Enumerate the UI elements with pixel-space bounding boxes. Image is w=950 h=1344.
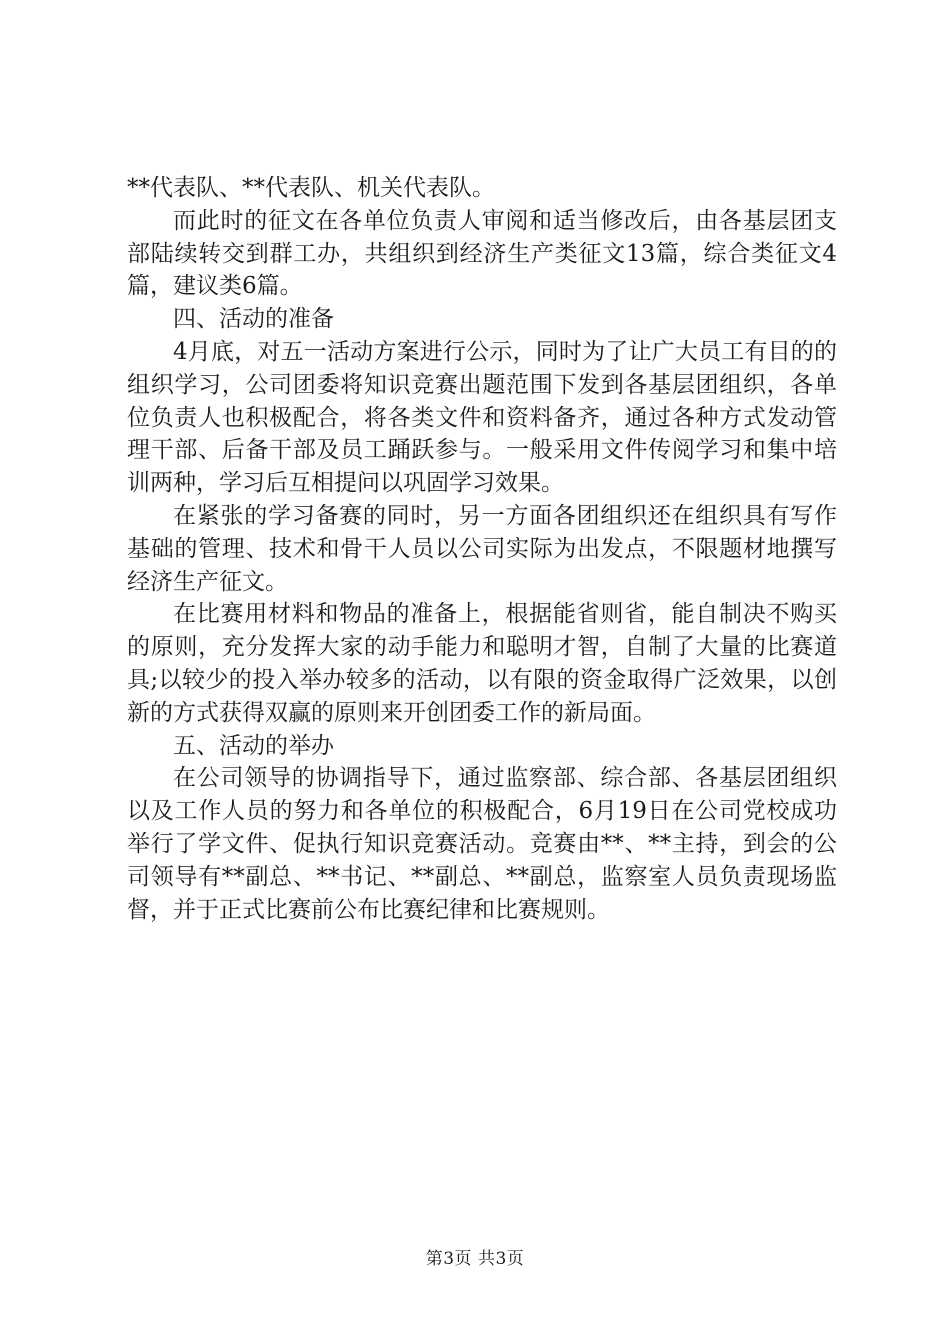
document-body [127, 172, 837, 926]
page-number-footer: 第3页 共3页 [425, 1249, 525, 1269]
paragraph-holding-event: 在公司领导的协调指导下，通过监察部、综合部、各基层团组织以及工作人员的努力和各单位的积极配合，6月19日在公司党校成功举行了学文件、促执行知识竞赛活动。竞赛由**、**主持，到会的公司领导有**副总、**书记、**副总、**副总，监察室人员负责现场监督，并于正式比赛前公布比赛纪律和比赛规则。 [127, 765, 837, 923]
paragraph-preparation-publicity: 4月底，对五一活动方案进行公示，同时为了让广大员工有目的的组织学习，公司团委将知识竞赛出题范围下发到各基层团组织，各单位负责人也积极配合，将各类文件和资料备齐，通过各种方式发动管理干部、后备干部及员工踊跃参与。一般采用文件传阅学习和集中培训两种，学习后互相提问以巩固学习效果。 [127, 338, 837, 497]
section-heading-preparation: 四、活动的准备 [173, 306, 334, 333]
paragraph-continuation: **代表队、**代表队、机关代表队。 [127, 175, 495, 201]
section-heading-holding: 五、活动的举办 [173, 732, 334, 759]
paragraph-preparation-materials: 在比赛用材料和物品的准备上，根据能省则省，能自制决不购买的原则，充分发挥大家的动手能力和聪明才智，自制了大量的比赛道具;以较少的投入举办较多的活动，以有限的资金取得广泛效果，以创新的方式获得双赢的原则来开创团委工作的新局面。 [127, 601, 837, 726]
paragraph-essay-summary: 而此时的征文在各单位负责人审阅和适当修改后，由各基层团支部陆续转交到群工办，共组织到经济生产类征文13篇，综合类征文4篇，建议类6篇。 [127, 207, 837, 300]
paragraph-preparation-essays: 在紧张的学习备赛的同时，另一方面各团组织还在组织具有写作基础的管理、技术和骨干人员以公司实际为出发点，不限题材地撰写经济生产征文。 [127, 502, 837, 595]
